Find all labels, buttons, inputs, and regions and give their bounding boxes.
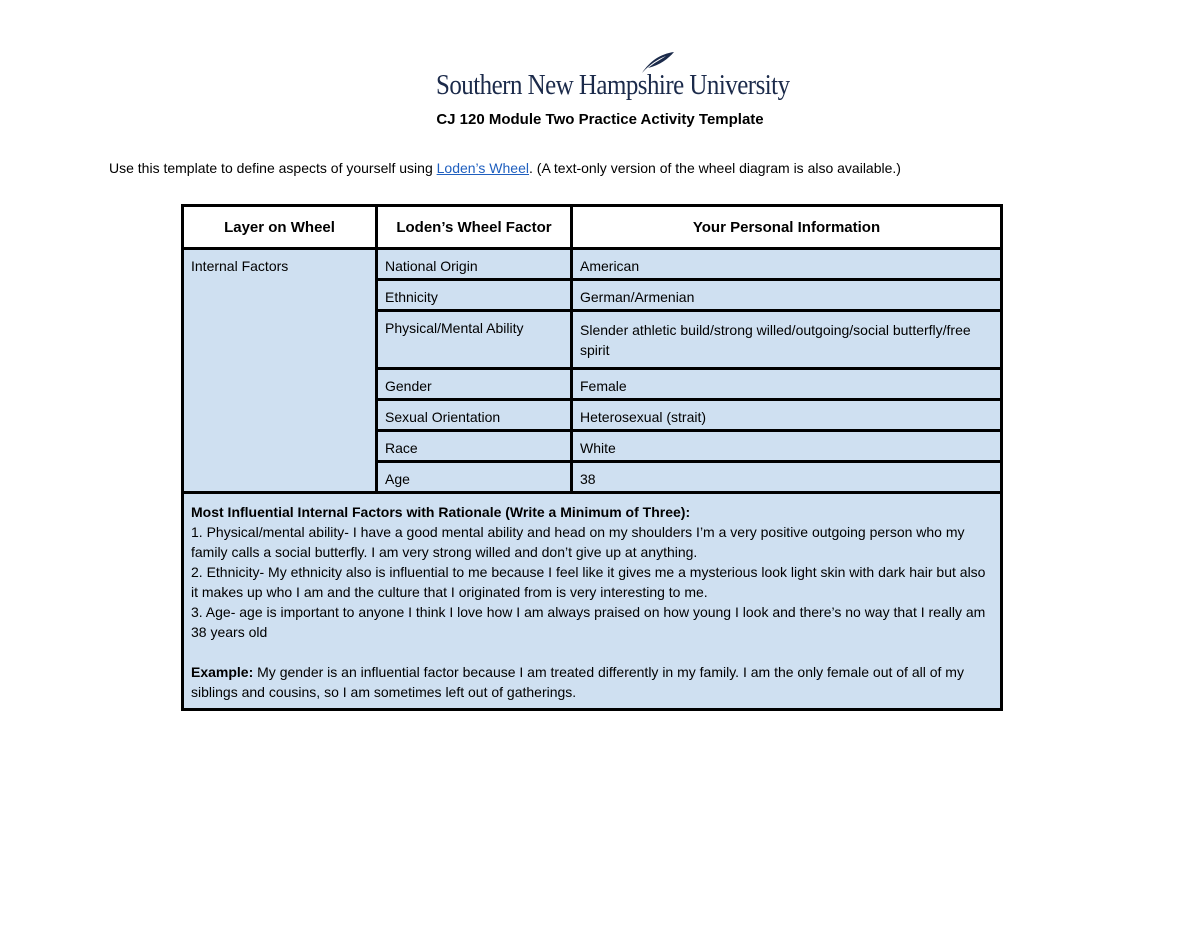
rationale-heading: Most Influential Internal Factors with Rationale (Write a Minimum of Three): bbox=[191, 504, 691, 520]
page-title: CJ 120 Module Two Practice Activity Template bbox=[436, 111, 764, 128]
paragraph-spacer bbox=[191, 642, 990, 662]
factor-cell: Sexual Orientation bbox=[377, 400, 572, 431]
rationale-item: 1. Physical/mental ability- I have a good mental ability and head on my shoulders I’m a very positive outgoing person who my family calls a social butterfly. I am very strong willed and don’t give up at anything. bbox=[191, 524, 965, 560]
example-label: Example: bbox=[191, 664, 254, 680]
quill-icon bbox=[640, 51, 676, 75]
example-text: My gender is an influential factor because I am treated differently in my family. I am the only female out of all of my siblings and cousins, so I am sometimes left out of gatherings. bbox=[191, 664, 964, 700]
table-row bbox=[183, 249, 1002, 280]
rationale-cell bbox=[183, 493, 1002, 710]
lodens-wheel-table bbox=[181, 204, 1003, 711]
rationale-item: 2. Ethnicity- My ethnicity also is influential to me because I feel like it gives me a mysterious look light skin with dark hair but also it makes up who I am and the culture that I originated from is very interesting to me. bbox=[191, 564, 986, 600]
rationale-row bbox=[183, 493, 1002, 710]
info-cell: American bbox=[572, 249, 1002, 280]
factor-cell: Race bbox=[377, 431, 572, 462]
info-cell: Slender athletic build/strong willed/outgoing/social butterfly/free spirit bbox=[572, 311, 1002, 369]
intro-text-after: . (A text-only version of the wheel diagram is also available.) bbox=[529, 160, 901, 176]
info-cell: Female bbox=[572, 369, 1002, 400]
intro-paragraph bbox=[109, 160, 901, 176]
university-logo bbox=[436, 55, 790, 105]
header-info: Your Personal Information bbox=[572, 206, 1002, 249]
info-cell: White bbox=[572, 431, 1002, 462]
rationale-item: 3. Age- age is important to anyone I think I love how I am always praised on how young I look and there’s no way that I really am 38 years old bbox=[191, 604, 986, 640]
layer-cell: Internal Factors bbox=[183, 249, 377, 493]
lodens-wheel-link[interactable]: Loden’s Wheel bbox=[436, 160, 529, 176]
factor-cell: Physical/Mental Ability bbox=[377, 311, 572, 369]
factor-cell: Gender bbox=[377, 369, 572, 400]
factor-cell: National Origin bbox=[377, 249, 572, 280]
header-factor: Loden’s Wheel Factor bbox=[377, 206, 572, 249]
logo-wordmark: Southern New Hampshire University bbox=[436, 69, 790, 101]
header-layer: Layer on Wheel bbox=[183, 206, 377, 249]
factor-cell: Ethnicity bbox=[377, 280, 572, 311]
info-cell: German/Armenian bbox=[572, 280, 1002, 311]
info-cell: 38 bbox=[572, 462, 1002, 493]
intro-text-before: Use this template to define aspects of yourself using bbox=[109, 160, 437, 176]
factor-cell: Age bbox=[377, 462, 572, 493]
info-cell: Heterosexual (strait) bbox=[572, 400, 1002, 431]
table-header-row bbox=[183, 206, 1002, 249]
